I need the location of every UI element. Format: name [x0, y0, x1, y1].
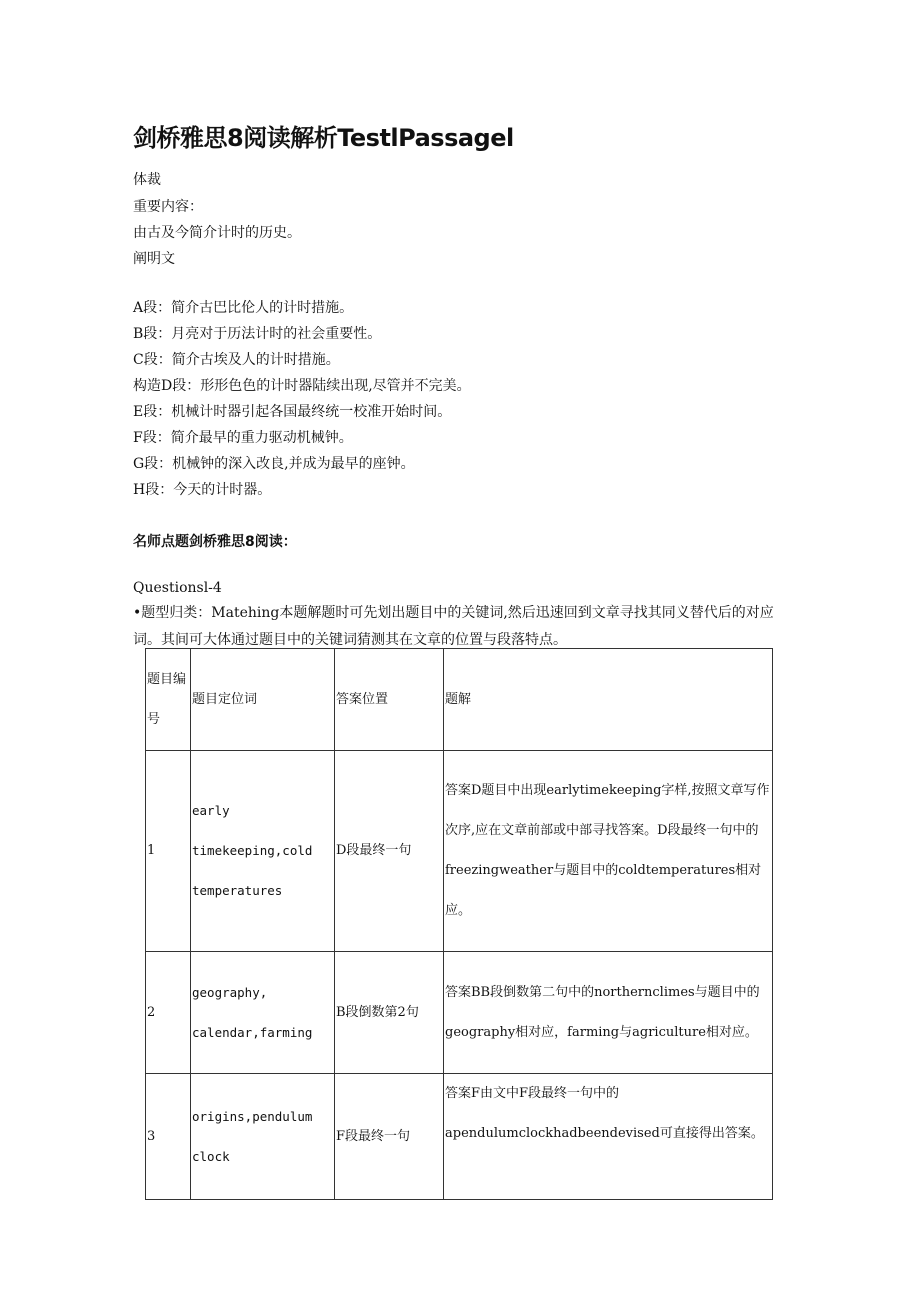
questions-range: Questionsl-4 [133, 580, 222, 596]
question-number: 3 [146, 1074, 191, 1200]
question-number: 1 [146, 751, 191, 952]
text-type-label: 阐明文 [133, 251, 175, 267]
main-content-text: 由古及今简介计时的历史。 [133, 225, 301, 241]
answer-location-cell: D段最终一句 [335, 751, 444, 952]
keywords-cell: origins,pendulum clock [191, 1074, 335, 1200]
header-answer-location: 答案位置 [335, 649, 444, 751]
paragraph-summary-c: C段：简介古埃及人的计时措施。 [133, 352, 340, 368]
section-heading: 名师点题剑桥雅思8阅读： [133, 534, 297, 550]
page-title: 剑桥雅思8阅读解析TestlPassagel [133, 124, 514, 152]
header-question-number: 题目编号 [146, 649, 191, 751]
question-number: 2 [146, 952, 191, 1074]
paragraph-summary-b: B段：月亮对于历法计时的社会重要性。 [133, 326, 382, 342]
table-row [146, 952, 773, 1074]
answer-table [145, 648, 773, 1200]
paragraph-summary-g: G段：机械钟的深入改良,并成为最早的座钟。 [133, 456, 415, 472]
header-keywords: 题目定位词 [191, 649, 335, 751]
table-row [146, 1074, 773, 1200]
table-header-row [146, 649, 773, 751]
explanation-text: 答案F由文中F段最终一句中的apendulumclockhadbeendevised可直接得出答案。 [445, 1086, 764, 1141]
explanation-cell: 答案D题目中出现earlytimekeeping字样,按照文章写作次序,应在文章前部或中部寻找答案。D段最终一句中的freezingweather与题目中的coldtemperatures相对应。 [444, 751, 773, 952]
paragraph-summary-d: 构造D段：形形色色的计时器陆续出现,尽管并不完美。 [133, 378, 471, 394]
header-explanation: 题解 [444, 649, 773, 751]
paragraph-summary-h: H段：今天的计时器。 [133, 482, 272, 498]
table-row [146, 751, 773, 952]
genre-label: 体裁 [133, 172, 161, 188]
explanation-cell: 答案BB段倒数第二句中的northernclimes与题目中的geography相对应，farming与agriculture相对应。 [444, 952, 773, 1074]
answer-location-cell: F段最终一句 [335, 1074, 444, 1200]
keywords-cell: early timekeeping,cold temperatures [191, 751, 335, 952]
question-type-intro: •题型归类：Matehing本题解题时可先划出题目中的关键词,然后迅速回到文章寻找其同义替代后的对应词。其间可大体通过题目中的关键词猜测其在文章的位置与段落特点。 [133, 605, 774, 648]
answer-location-cell: B段倒数第2句 [335, 952, 444, 1074]
keywords-cell: geography, calendar,farming [191, 952, 335, 1074]
paragraph-summary-f: F段：简介最早的重力驱动机械钟。 [133, 430, 353, 446]
paragraph-summary-a: A段：简介古巴比伦人的计时措施。 [133, 300, 354, 316]
paragraph-summary-e: E段：机械计时器引起各国最终统一校准开始时间。 [133, 404, 452, 420]
explanation-cell [444, 1074, 773, 1200]
main-content-label: 重要内容： [133, 199, 203, 215]
